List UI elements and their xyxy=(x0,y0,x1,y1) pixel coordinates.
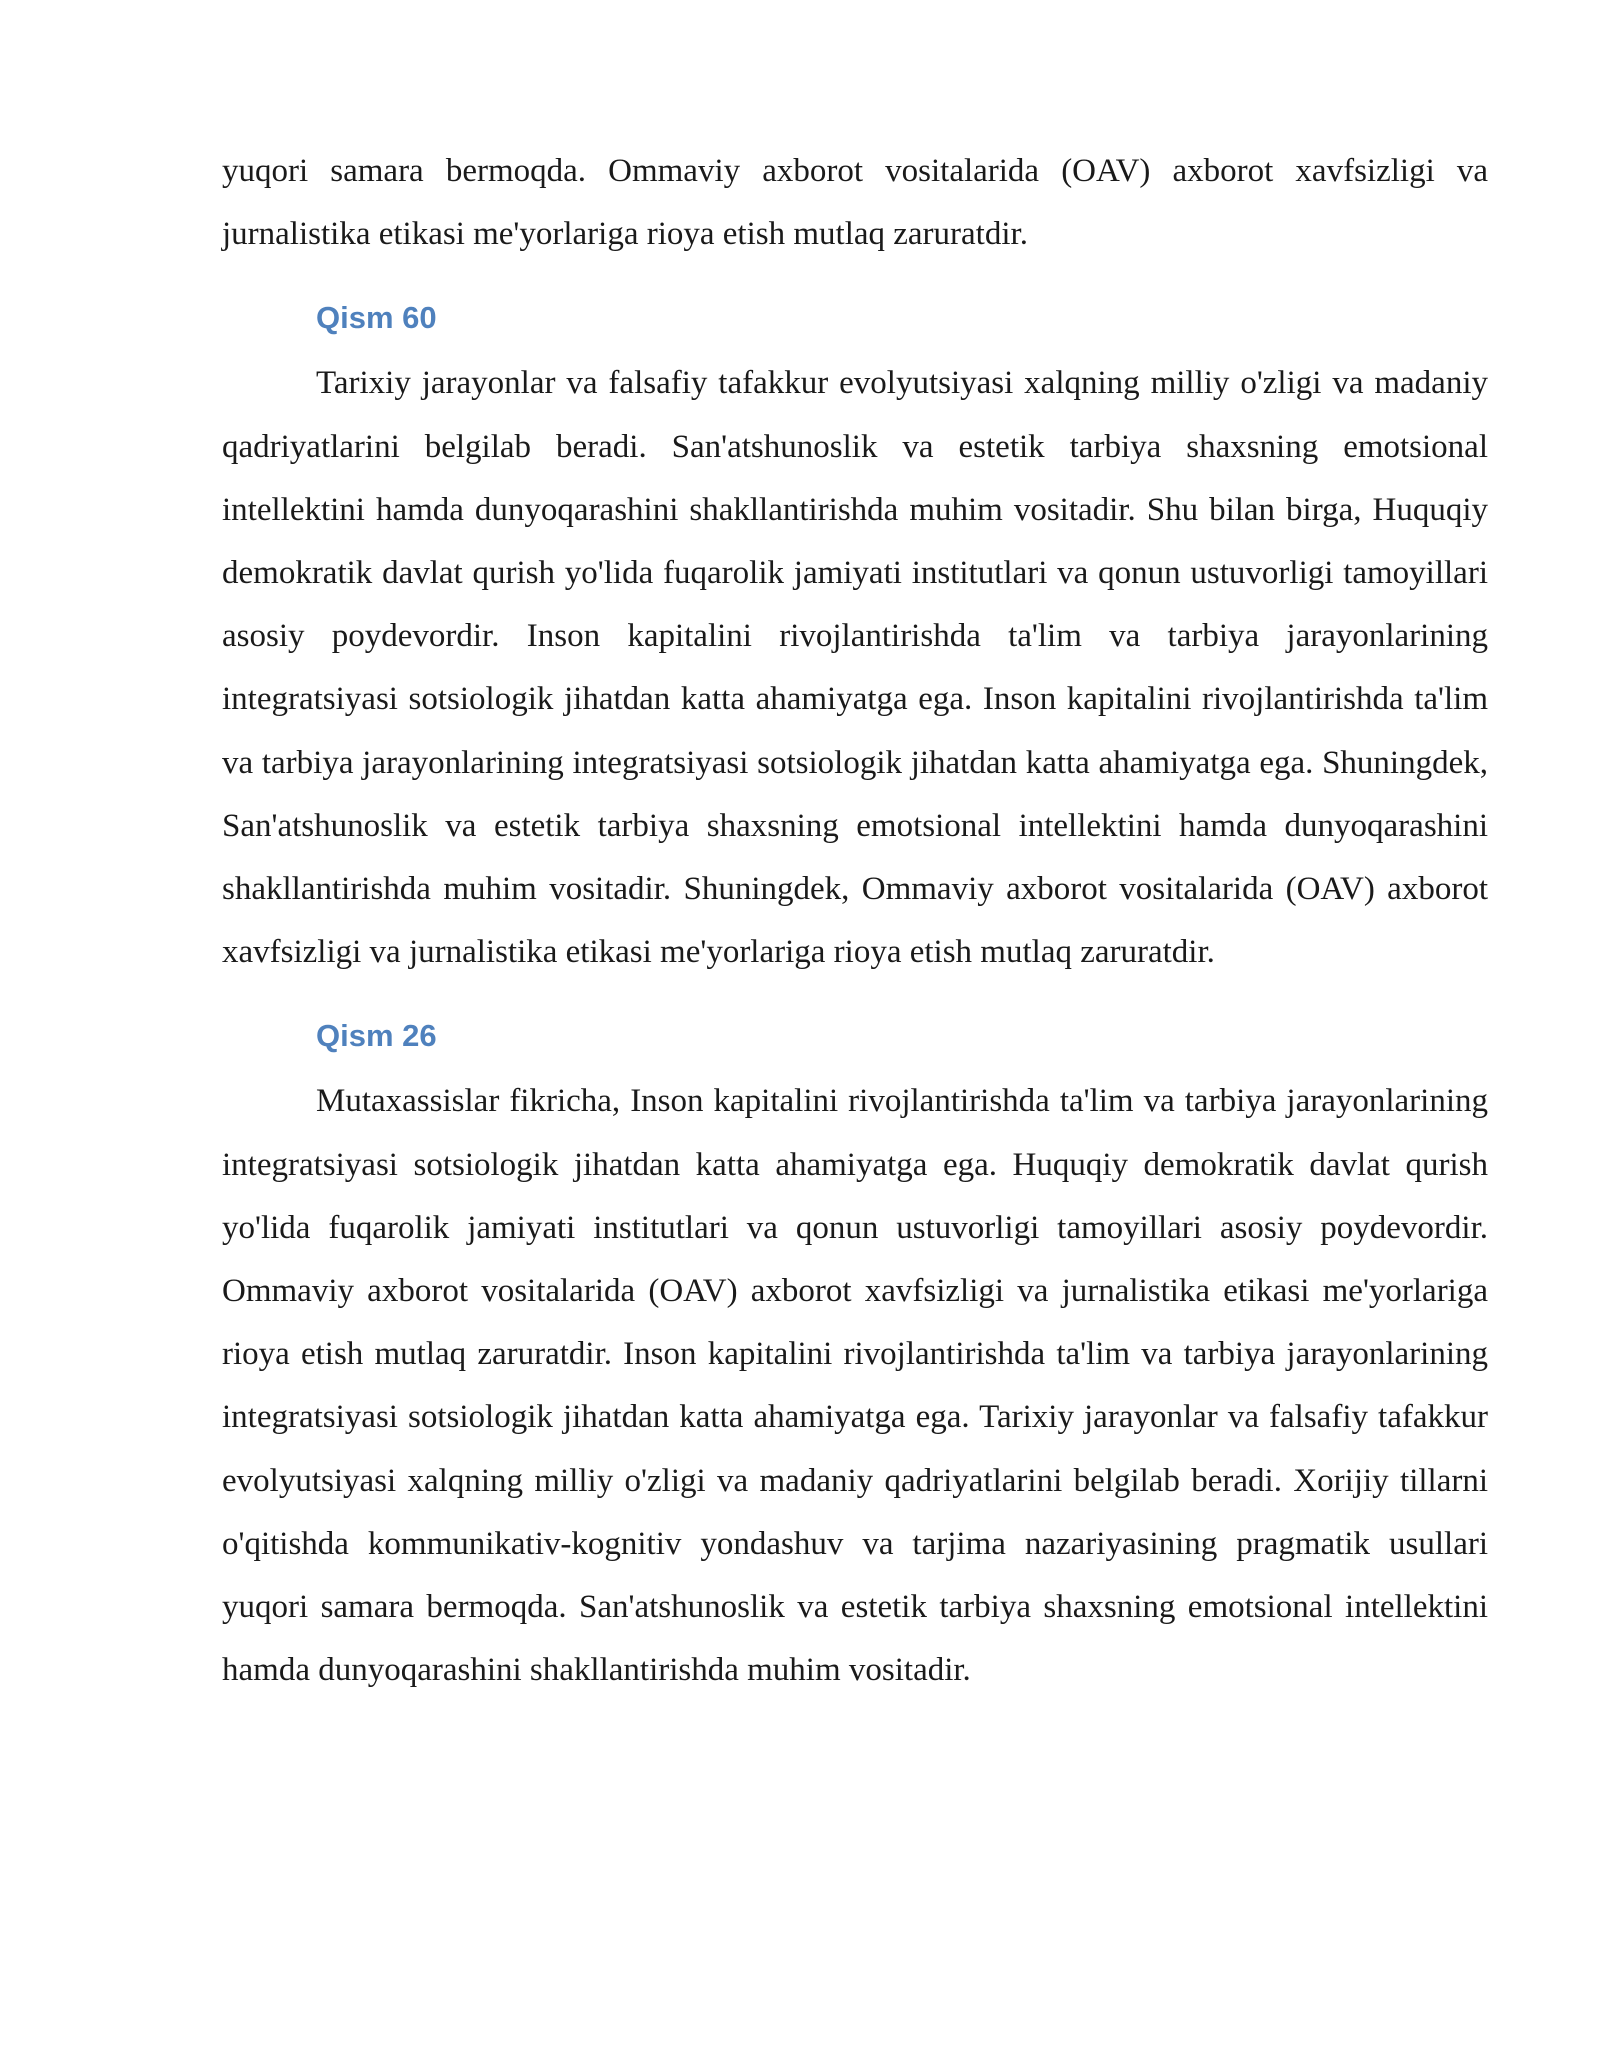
intro-paragraph: yuqori samara bermoqda. Ommaviy axborot vositalarida (OAV) axborot xavfsizligi va jurnalistika etikasi me'yorlariga rioya etish mutlaq zaruratdir. xyxy=(222,153,1488,253)
section-paragraph: Tarixiy jarayonlar va falsafiy tafakkur evolyutsiyasi xalqning milliy o'zligi va madaniy qadriyatlarini belgilab beradi. San'atshunoslik va estetik tarbiya shaxsning emotsional intellektini hamda dunyoqarashini shakllantirishda muhim vositadir. Shu bilan birga, Huquqiy demokratik davlat qurish yo'lida fuqarolik jamiyati institutlari va qonun ustuvorligi tamoyillari asosiy poydevordir. Inson kapitalini rivojlantirishda ta'lim va tarbiya jarayonlarining integratsiyasi sotsiologik jihatdan katta ahamiyatga ega. Inson kapitalini rivojlantirishda ta'lim va tarbiya jarayonlarining integratsiyasi sotsiologik jihatdan katta ahamiyatga ega. Shuningdek, San'atshunoslik va estetik tarbiya shaxsning emotsional intellektini hamda dunyoqarashini shakllantirishda muhim vositadir. Shuningdek, Ommaviy axborot vositalarida (OAV) axborot xavfsizligi va jurnalistika etikasi me'yorlariga rioya etish mutlaq zaruratdir. xyxy=(222,365,1488,971)
section-paragraph: Mutaxassislar fikricha, Inson kapitalini rivojlantirishda ta'lim va tarbiya jarayonlarining integratsiyasi sotsiologik jihatdan katta ahamiyatga ega. Huquqiy demokratik davlat qurish yo'lida fuqarolik jamiyati institutlari va qonun ustuvorligi tamoyillari asosiy poydevordir. Ommaviy axborot vositalarida (OAV) axborot xavfsizligi va jurnalistika etikasi me'yorlariga rioya etish mutlaq zaruratdir. Inson kapitalini rivojlantirishda ta'lim va tarbiya jarayonlarining integratsiyasi sotsiologik jihatdan katta ahamiyatga ega. Tarixiy jarayonlar va falsafiy tafakkur evolyutsiyasi xalqning milliy o'zligi va madaniy qadriyatlarini belgilab beradi. Xorijiy tillarni o'qitishda kommunikativ-kognitiv yondashuv va tarjima nazariyasining pragmatik usullari yuqori samara bermoqda. San'atshunoslik va estetik tarbiya shaxsning emotsional intellektini hamda dunyoqarashini shakllantirishda muhim vositadir. xyxy=(222,1083,1488,1689)
section-qism-60 xyxy=(222,288,1488,984)
section-heading: Qism 26 xyxy=(316,1018,437,1054)
section-heading: Qism 60 xyxy=(316,300,437,336)
document-body xyxy=(222,140,1488,1702)
section-qism-26 xyxy=(222,1006,1488,1702)
